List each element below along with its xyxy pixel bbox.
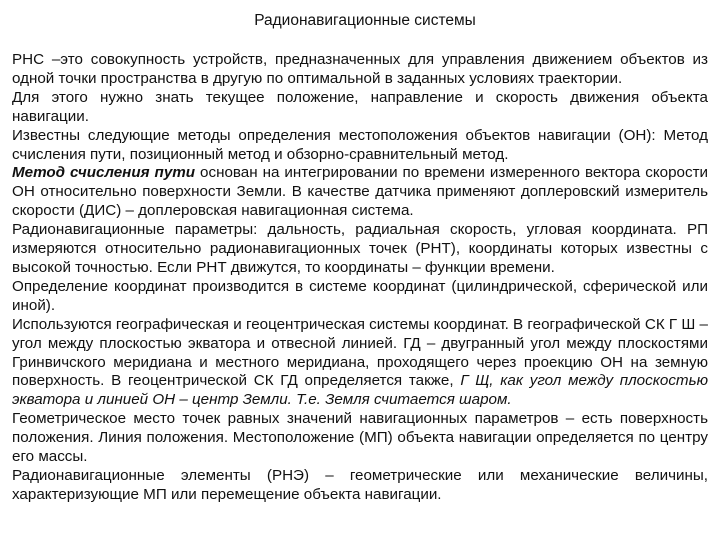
paragraph-requirements: Для этого нужно знать текущее положение, направление и скорость движения объекта навигации. [12,88,708,125]
paragraph-position-surface: Геометрическое место точек равных значений навигационных параметров – есть поверхность положения. Линия положения. Местоположение (МП) объекта навигации определяется по центру его массы. [12,410,708,466]
paragraph-coordinates: Определение координат производится в системе координат (цилиндрической, сферической или иной). [12,277,708,314]
paragraph-parameters: Радионавигационные параметры: дальность, радиальная скорость, угловая координата. РП измеряются относительно радионавигационных точек (РНТ), координаты которых известны с высокой точностью. Если РНТ движутся, то координаты – функции времени. [12,221,708,276]
paragraph-dead-reckoning [12,164,708,221]
text-coordinate-systems-italic: Г Щ, как угол между плоскостью экватора и линией ОН – центр Земли. Т.е. Земля считается шаром. [12,372,708,409]
paragraph-navigation-elements: Радионавигационные элементы (РНЭ) – геометрические или механические величины, характеризующие МП или перемещение объекта навигации. [12,466,708,503]
text-coordinate-systems: Используются географическая и геоцентрическая системы координат. В географической СК Г Ш – угол между плоскостью экватора и отвесной линией. ГД – двугранный угол между плоскостями Гринвичского меридиана и местного меридиана, проходящего через проекцию ОН на земную поверхность. В геоцентрической СК ГД определяется также, [12,315,708,390]
paragraph-coordinate-systems [12,316,708,411]
term-dead-reckoning: Метод счисления пути [12,164,196,182]
paragraph-rns-definition: РНС –это совокупность устройств, предназначенных для управления движением объектов из одной точки пространства в другую по оптимальной в заданных условиях траектории. [12,51,708,87]
text-dead-reckoning: основан на интегрировании по времени измеренного вектора скорости ОН относительно поверхности Земли. В качестве датчика применяют доплеровский измеритель скорости (ДИС) – доплеровская навигационная система. [12,164,709,220]
document-body [12,51,708,505]
page-title: Радионавигационные системы [254,12,476,29]
paragraph-methods: Известны следующие методы определения местоположения объектов навигации (ОН): Метод счисления пути, позиционный метод и обзорно-сравнительный метод. [12,126,708,163]
